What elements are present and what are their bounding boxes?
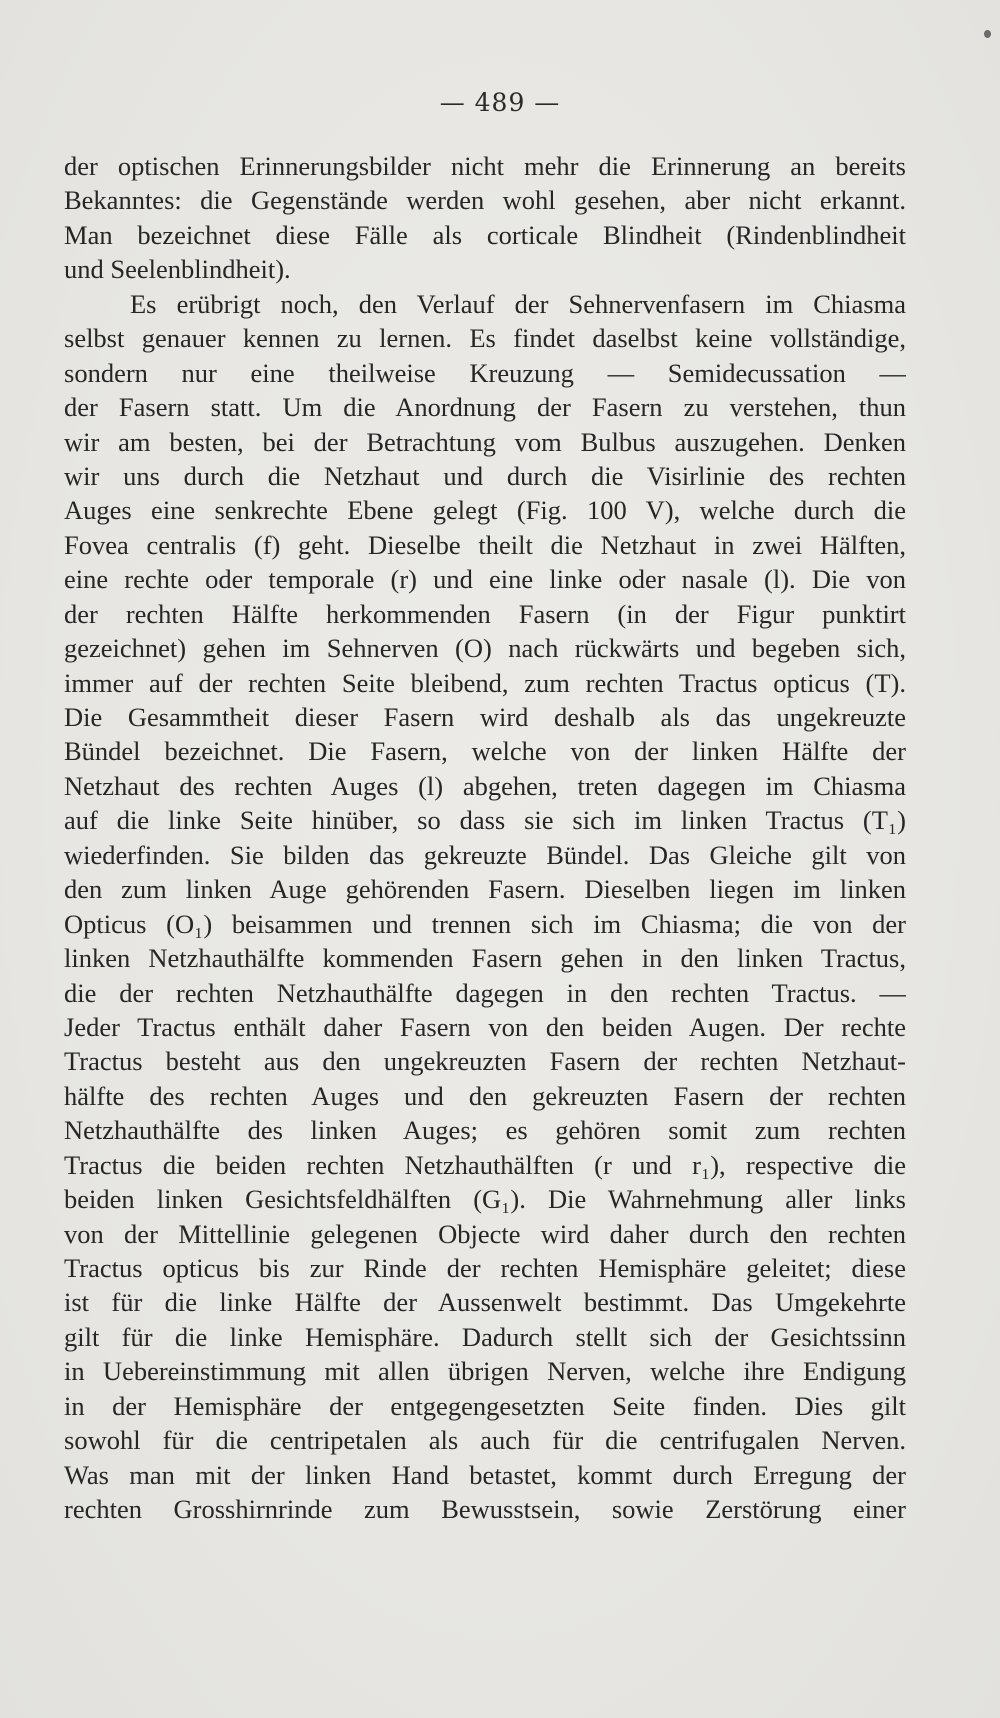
text-line: Netzhaut des rechten Auges (l) abgehen, treten dagegen im Chiasma	[64, 770, 906, 801]
text-line: Bündel bezeichnet. Die Fasern, welche von der linken Hälfte der	[64, 736, 906, 767]
text-line: Es erübrigt noch, den Verlauf der Sehnervenfasern im Chiasma	[130, 288, 906, 319]
text-line: eine rechte oder temporale (r) und eine linke oder nasale (l). Die von	[64, 564, 906, 595]
text-line: Netzhauthälfte des linken Auges; es gehören somit zum rechten	[64, 1115, 906, 1146]
text-line: Tractus opticus bis zur Rinde der rechten Hemisphäre geleitet; diese	[64, 1253, 906, 1283]
text-line: der optischen Erinnerungsbilder nicht mehr die Erinnerung an bereits	[64, 151, 906, 181]
text-line: wiederfinden. Sie bilden das gekreuzte Bündel. Das Gleiche gilt von	[64, 839, 906, 870]
ink-speck	[984, 30, 991, 38]
text-line: Fovea centralis (f) geht. Dieselbe theilt die Netzhaut in zwei Hälften,	[64, 529, 906, 560]
text-line: ist für die linke Hälfte der Aussenwelt bestimmt. Das Umgekehrte	[64, 1287, 906, 1318]
text-line: Tractus besteht aus den ungekreuzten Fasern der rechten Netzhaut-	[64, 1046, 906, 1077]
text-line: Opticus (O₁) beisammen und trennen sich im Chiasma; die von der	[64, 908, 906, 939]
text-line: auf die linke Seite hinüber, so dass sie sich im linken Tractus (T₁)	[64, 805, 906, 836]
text-line: in der Hemisphäre der entgegengesetzten Seite finden. Dies gilt	[64, 1390, 906, 1421]
text-line: Was man mit der linken Hand betastet, kommt durch Erregung der	[64, 1459, 906, 1490]
text-line: und Seelenblindheit).	[64, 254, 291, 285]
text-line: sondern nur eine theilweise Kreuzung — Semidecussation —	[64, 357, 906, 388]
text-line: Bekanntes: die Gegenstände werden wohl gesehen, aber nicht erkannt.	[64, 185, 906, 216]
text-line: die der rechten Netzhauthälfte dagegen in den rechten Tractus. —	[64, 977, 906, 1008]
text-line: linken Netzhauthälfte kommenden Fasern gehen in den linken Tractus,	[64, 943, 906, 974]
text-line: Die Gesammtheit dieser Fasern wird deshalb als das ungekreuzte	[64, 702, 906, 732]
text-line: der Fasern statt. Um die Anordnung der Fasern zu verstehen, thun	[64, 392, 906, 423]
text-line: den zum linken Auge gehörenden Fasern. Dieselben liegen im linken	[64, 874, 906, 905]
body-text	[64, 149, 906, 1527]
text-line: gezeichnet) gehen im Sehnerven (O) nach rückwärts und begeben sich,	[64, 633, 906, 664]
text-line: Man bezeichnet diese Fälle als corticale Blindheit (Rindenblindheit	[64, 219, 906, 250]
page-number: — 489 —	[439, 88, 561, 117]
text-line: wir uns durch die Netzhaut und durch die Visirlinie des rechten	[64, 460, 906, 491]
text-line: Jeder Tractus enthält daher Fasern von den beiden Augen. Der rechte	[64, 1011, 906, 1042]
text-line: in Uebereinstimmung mit allen übrigen Nerven, welche ihre Endigung	[64, 1356, 906, 1387]
text-line: gilt für die linke Hemisphäre. Dadurch stellt sich der Gesichtssinn	[64, 1321, 906, 1352]
text-line: hälfte des rechten Auges und den gekreuzten Fasern der rechten	[64, 1080, 906, 1111]
text-line: sowohl für die centripetalen als auch für die centrifugalen Nerven.	[64, 1425, 906, 1456]
text-line: beiden linken Gesichtsfeldhälften (G₁). Die Wahrnehmung aller links	[64, 1184, 906, 1215]
text-line: der rechten Hälfte herkommenden Fasern (in der Figur punktirt	[64, 598, 906, 629]
text-line: immer auf der rechten Seite bleibend, zum rechten Tractus opticus (T).	[64, 667, 906, 698]
text-line: wir am besten, bei der Betrachtung vom Bulbus auszugehen. Denken	[64, 426, 906, 457]
text-line: Tractus die beiden rechten Netzhauthälften (r und r₁), respective die	[64, 1149, 906, 1180]
text-line: rechten Grosshirnrinde zum Bewusstsein, sowie Zerstörung einer	[64, 1494, 906, 1525]
text-line: von der Mittellinie gelegenen Objecte wird daher durch den rechten	[64, 1218, 906, 1249]
text-line: Auges eine senkrechte Ebene gelegt (Fig. 100 V), welche durch die	[64, 495, 906, 526]
text-line: selbst genauer kennen zu lernen. Es findet daselbst keine vollständige,	[64, 323, 906, 354]
